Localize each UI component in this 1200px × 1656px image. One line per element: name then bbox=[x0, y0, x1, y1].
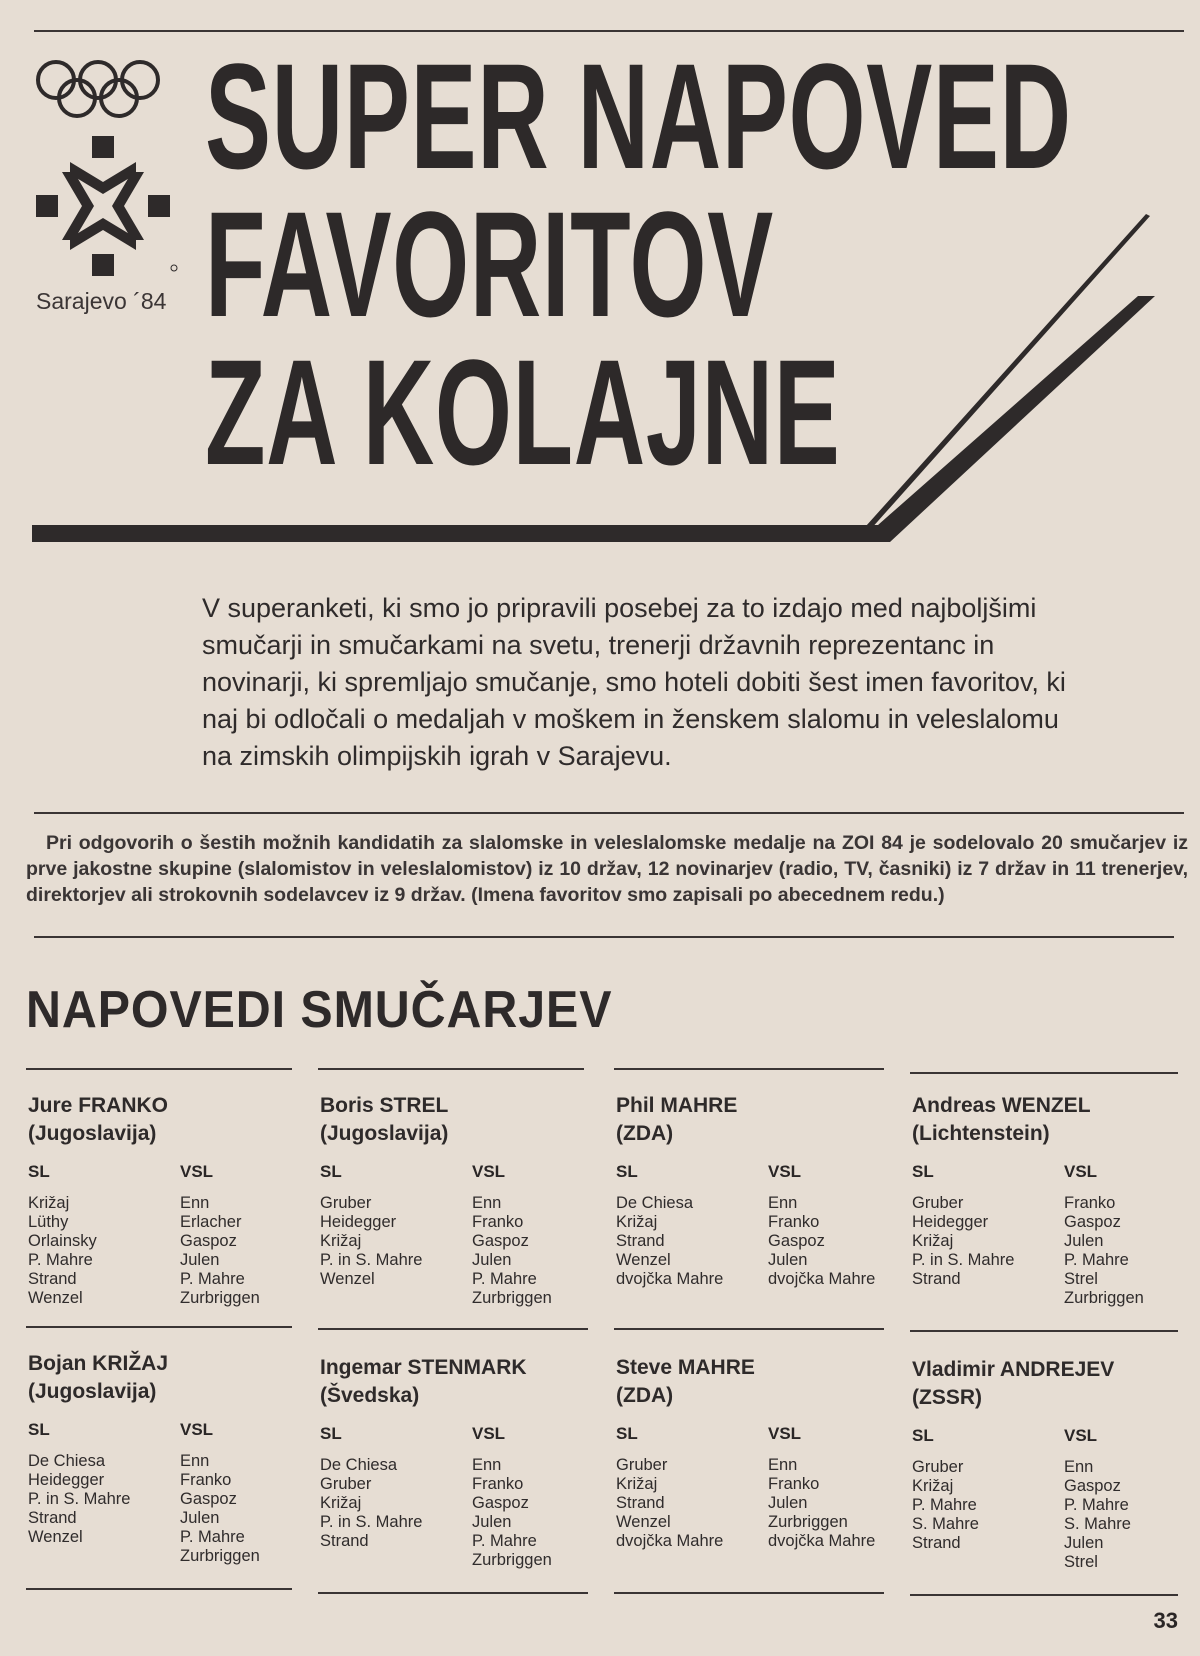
methodology-note: Pri odgovorih o šestih možnih kandidatih za slalomske in veleslalomske medalje na ZOI 84 je sodelovalo 20 smučarjev iz prve jakostne skupine (slalomistov in veleslalomistov) iz 10 držav, 12 novinarjev (radio, TV, časniki) iz 7 držav in 11 trenerjev, direktorjev ali strokovnih sodelavcev iz 9 držav. (Imena favoritov smo zapisali po abecednem redu.) bbox=[26, 832, 1188, 906]
list-item: dvojčka Mahre bbox=[768, 1532, 876, 1550]
list-item: Gruber bbox=[912, 1194, 964, 1212]
vsl-column bbox=[472, 1424, 552, 1570]
list-item: Križaj bbox=[616, 1213, 658, 1231]
sl-header: SL bbox=[320, 1162, 342, 1181]
list-item: Gaspoz bbox=[1064, 1213, 1121, 1231]
sl-column bbox=[28, 1162, 97, 1308]
list-item: Franko bbox=[472, 1213, 524, 1231]
sl-header: SL bbox=[912, 1162, 934, 1181]
list-item: Julen bbox=[768, 1494, 808, 1512]
list-item: P. in S. Mahre bbox=[320, 1513, 423, 1531]
list-item: Gaspoz bbox=[472, 1232, 529, 1250]
list-item: Franko bbox=[1064, 1194, 1116, 1212]
headline bbox=[205, 32, 1072, 496]
list-item: Gaspoz bbox=[180, 1490, 237, 1508]
page-number: 33 bbox=[1153, 1608, 1178, 1633]
list-item: Wenzel bbox=[320, 1270, 375, 1288]
vsl-header: VSL bbox=[180, 1162, 214, 1181]
headline-line-3: ZA KOLAJNE bbox=[205, 328, 841, 496]
list-item: Gruber bbox=[320, 1475, 372, 1493]
skier-country: (Jugoslavija) bbox=[28, 1122, 157, 1145]
list-item: Križaj bbox=[28, 1194, 70, 1212]
list-item: Julen bbox=[1064, 1232, 1104, 1250]
sl-column bbox=[320, 1162, 422, 1289]
vsl-header: VSL bbox=[472, 1162, 506, 1181]
sl-header: SL bbox=[912, 1426, 934, 1445]
list-item: Enn bbox=[768, 1194, 798, 1212]
vsl-column bbox=[180, 1162, 260, 1308]
list-item: dvojčka Mahre bbox=[616, 1270, 724, 1288]
list-item: Heidegger bbox=[912, 1213, 989, 1231]
list-item: dvojčka Mahre bbox=[616, 1532, 724, 1550]
sl-header: SL bbox=[616, 1424, 638, 1443]
list-item: Franko bbox=[472, 1475, 524, 1493]
list-item: Enn bbox=[1064, 1458, 1094, 1476]
card-rule bbox=[318, 1068, 584, 1070]
skier-name: Vladimir ANDREJEV bbox=[912, 1358, 1115, 1381]
list-item: S. Mahre bbox=[1064, 1515, 1131, 1533]
list-item: De Chiesa bbox=[320, 1456, 398, 1474]
list-item: De Chiesa bbox=[616, 1194, 694, 1212]
list-item: Gaspoz bbox=[1064, 1477, 1121, 1495]
list-item: Wenzel bbox=[616, 1251, 671, 1269]
sl-header: SL bbox=[28, 1162, 50, 1181]
prediction-card-steve-mahre bbox=[616, 1354, 886, 1594]
list-item: Zurbriggen bbox=[768, 1513, 848, 1531]
sl-header: SL bbox=[320, 1424, 342, 1443]
headline-line-2: FAVORITOV bbox=[205, 180, 774, 348]
vsl-column bbox=[768, 1424, 875, 1551]
list-item: Strel bbox=[1064, 1270, 1098, 1288]
skier-country: (Lichtenstein) bbox=[912, 1122, 1050, 1145]
list-item: Wenzel bbox=[28, 1289, 83, 1307]
vsl-column bbox=[180, 1420, 260, 1566]
sl-header: SL bbox=[616, 1162, 638, 1181]
list-item: P. Mahre bbox=[472, 1532, 537, 1550]
list-item: Strand bbox=[320, 1532, 369, 1550]
prediction-card-strel bbox=[320, 1092, 590, 1332]
list-item: Wenzel bbox=[616, 1513, 671, 1531]
list-item: Gruber bbox=[616, 1456, 668, 1474]
vsl-header: VSL bbox=[768, 1162, 802, 1181]
sl-column bbox=[616, 1424, 723, 1551]
prediction-card-krizaj bbox=[28, 1350, 298, 1590]
vsl-header: VSL bbox=[1064, 1426, 1098, 1445]
skier-name: Bojan KRIŽAJ bbox=[28, 1352, 169, 1375]
prediction-card-wenzel bbox=[912, 1092, 1182, 1332]
list-item: Heidegger bbox=[28, 1471, 105, 1489]
sl-column bbox=[616, 1162, 723, 1289]
logo-caption: Sarajevo ´84 bbox=[36, 288, 167, 314]
note-rule bbox=[34, 936, 1174, 938]
list-item: Strand bbox=[616, 1232, 665, 1250]
list-item: S. Mahre bbox=[912, 1515, 979, 1533]
list-item: Enn bbox=[768, 1456, 798, 1474]
list-item: Julen bbox=[472, 1251, 512, 1269]
list-item: Julen bbox=[472, 1513, 512, 1531]
list-item: Strand bbox=[912, 1534, 961, 1552]
list-item: Gaspoz bbox=[768, 1232, 825, 1250]
vsl-column bbox=[472, 1162, 552, 1308]
list-item: P. Mahre bbox=[1064, 1496, 1129, 1514]
list-item: Julen bbox=[180, 1509, 220, 1527]
list-item: P. Mahre bbox=[1064, 1251, 1129, 1269]
prediction-card-franko bbox=[28, 1092, 298, 1332]
sl-column bbox=[912, 1162, 1014, 1289]
list-item: Križaj bbox=[616, 1475, 658, 1493]
vsl-column bbox=[1064, 1162, 1144, 1308]
card-rule bbox=[26, 1068, 292, 1070]
list-item: Franko bbox=[768, 1475, 820, 1493]
vsl-header: VSL bbox=[180, 1420, 214, 1439]
intro-rule bbox=[34, 812, 1184, 814]
list-item: Križaj bbox=[320, 1232, 362, 1250]
list-item: Lüthy bbox=[28, 1213, 69, 1231]
sl-column bbox=[320, 1424, 422, 1551]
list-item: Strand bbox=[912, 1270, 961, 1288]
list-item: Zurbriggen bbox=[472, 1289, 552, 1307]
sl-column bbox=[28, 1420, 130, 1547]
skier-name: Ingemar STENMARK bbox=[320, 1356, 527, 1379]
list-item: Enn bbox=[472, 1194, 502, 1212]
list-item: Gaspoz bbox=[472, 1494, 529, 1512]
list-item: Erlacher bbox=[180, 1213, 242, 1231]
list-item: Zurbriggen bbox=[1064, 1289, 1144, 1307]
vsl-column bbox=[1064, 1426, 1131, 1572]
skier-name: Steve MAHRE bbox=[616, 1356, 755, 1379]
skier-name: Phil MAHRE bbox=[616, 1094, 738, 1117]
prediction-card-andrejev bbox=[912, 1356, 1182, 1596]
list-item: P. Mahre bbox=[472, 1270, 537, 1288]
skier-name: Jure FRANKO bbox=[28, 1094, 169, 1117]
list-item: P. in S. Mahre bbox=[320, 1251, 423, 1269]
list-item: P. Mahre bbox=[180, 1528, 245, 1546]
list-item: Križaj bbox=[912, 1232, 954, 1250]
skier-country: (ZSSR) bbox=[912, 1386, 982, 1409]
list-item: P. Mahre bbox=[180, 1270, 245, 1288]
list-item: Wenzel bbox=[28, 1528, 83, 1546]
headline-line-1: SUPER NAPOVED bbox=[205, 32, 1072, 200]
vsl-column bbox=[768, 1162, 875, 1289]
vsl-header: VSL bbox=[1064, 1162, 1098, 1181]
list-item: P. Mahre bbox=[912, 1496, 977, 1514]
card-rule bbox=[910, 1072, 1178, 1074]
list-item: Enn bbox=[180, 1452, 210, 1470]
section-title: NAPOVEDI SMUČARJEV bbox=[26, 981, 613, 1039]
skier-country: (Švedska) bbox=[320, 1384, 420, 1407]
list-item: Zurbriggen bbox=[180, 1547, 260, 1565]
prediction-card-stenmark bbox=[320, 1354, 590, 1594]
list-item: Gruber bbox=[320, 1194, 372, 1212]
list-item: P. in S. Mahre bbox=[28, 1490, 131, 1508]
skier-name: Andreas WENZEL bbox=[912, 1094, 1091, 1117]
prediction-card-phil-mahre bbox=[616, 1092, 886, 1332]
list-item: Julen bbox=[180, 1251, 220, 1269]
skier-country: (Jugoslavija) bbox=[320, 1122, 449, 1145]
list-item: De Chiesa bbox=[28, 1452, 106, 1470]
list-item: dvojčka Mahre bbox=[768, 1270, 876, 1288]
list-item: Strand bbox=[616, 1494, 665, 1512]
list-item: P. Mahre bbox=[28, 1251, 93, 1269]
list-item: Enn bbox=[180, 1194, 210, 1212]
card-rule bbox=[614, 1068, 884, 1070]
list-item: Strand bbox=[28, 1270, 77, 1288]
list-item: Zurbriggen bbox=[180, 1289, 260, 1307]
list-item: Heidegger bbox=[320, 1213, 397, 1231]
list-item: Gaspoz bbox=[180, 1232, 237, 1250]
skier-country: (Jugoslavija) bbox=[28, 1380, 157, 1403]
list-item: Enn bbox=[472, 1456, 502, 1474]
list-item: Strel bbox=[1064, 1553, 1098, 1571]
skier-country: (ZDA) bbox=[616, 1122, 674, 1145]
list-item: Gruber bbox=[912, 1458, 964, 1476]
list-item: Križaj bbox=[320, 1494, 362, 1512]
list-item: Strand bbox=[28, 1509, 77, 1527]
list-item: P. in S. Mahre bbox=[912, 1251, 1015, 1269]
sl-header: SL bbox=[28, 1420, 50, 1439]
list-item: Julen bbox=[1064, 1534, 1104, 1552]
skier-country: (ZDA) bbox=[616, 1384, 674, 1407]
skier-name: Boris STREL bbox=[320, 1094, 449, 1117]
vsl-header: VSL bbox=[472, 1424, 506, 1443]
list-item: Franko bbox=[180, 1471, 232, 1489]
list-item: Zurbriggen bbox=[472, 1551, 552, 1569]
list-item: Križaj bbox=[912, 1477, 954, 1495]
list-item: Franko bbox=[768, 1213, 820, 1231]
sl-column bbox=[912, 1426, 979, 1553]
list-item: Julen bbox=[768, 1251, 808, 1269]
list-item: Orlainsky bbox=[28, 1232, 97, 1250]
intro-paragraph: V superanketi, ki smo jo pripravili posebej za to izdajo med najboljšimi smučarji in smučarkami na svetu, trenerji državnih reprezentanc in novinarji, ki spremljajo smučanje, smo hoteli dobiti šest imen favoritov, ki naj bi odločali o medaljah v moškem in ženskem slalomu in veleslalomu na zimskih olimpijskih igrah v Sarajevu. bbox=[202, 593, 1066, 771]
vsl-header: VSL bbox=[768, 1424, 802, 1443]
